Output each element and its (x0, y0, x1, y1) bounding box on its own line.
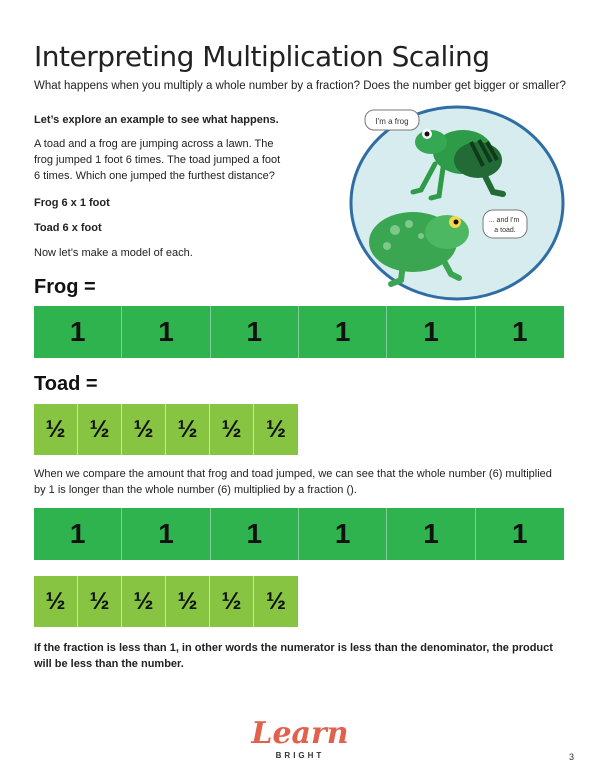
page-number: 3 (568, 752, 574, 762)
half-unit: ½ (166, 404, 210, 455)
compare-whole-bar (34, 508, 564, 560)
whole-unit: 1 (34, 306, 122, 358)
page-title: Interpreting Multiplication Scaling (34, 40, 490, 73)
whole-unit: 1 (299, 508, 387, 560)
whole-unit: 1 (34, 508, 122, 560)
toad-label: Toad = (34, 373, 98, 395)
half-unit: ½ (254, 576, 298, 627)
toad-half-bar (34, 404, 298, 455)
frog-equation: Frog 6 x 1 foot (34, 197, 110, 209)
story-line: frog jumped 1 foot 6 times. The toad jumped a foot (34, 154, 281, 166)
learn-bright-logo (244, 716, 356, 760)
conclusion-paragraph (34, 640, 574, 672)
half-unit: ½ (254, 404, 298, 455)
whole-unit: 1 (211, 508, 299, 560)
half-unit: ½ (34, 576, 78, 627)
half-unit: ½ (122, 404, 166, 455)
frog-whole-bar (34, 306, 564, 358)
half-unit: ½ (78, 404, 122, 455)
compare-half-bar (34, 576, 298, 627)
whole-unit: 1 (122, 508, 210, 560)
whole-unit: 1 (387, 508, 475, 560)
speech-toad-text: ... and I'm a toad. (488, 217, 520, 234)
whole-unit: 1 (387, 306, 475, 358)
logo-main-text: Learn (251, 716, 349, 751)
speech-frog-text: I'm a frog (375, 117, 409, 126)
model-prompt: Now let’s make a model of each. (34, 247, 193, 259)
frog-toad-image (343, 102, 567, 304)
comparison-paragraph (34, 466, 574, 498)
intro-heading: Let’s explore an example to see what happens. (34, 114, 279, 126)
comparison-line: by 1 is longer than the whole number (6) multiplied by a fraction (). (34, 484, 357, 496)
logo-sub-text: BRIGHT (275, 751, 325, 760)
conclusion-line: will be less than the number. (34, 658, 184, 670)
half-unit: ½ (34, 404, 78, 455)
whole-unit: 1 (211, 306, 299, 358)
whole-unit: 1 (476, 508, 564, 560)
whole-unit: 1 (299, 306, 387, 358)
whole-unit: 1 (122, 306, 210, 358)
frog-label: Frog = (34, 276, 96, 298)
comparison-line: When we compare the amount that frog and toad jumped, we can see that the whole number (6) multiplied (34, 468, 552, 480)
story-paragraph (34, 136, 314, 184)
half-unit: ½ (122, 576, 166, 627)
toad-equation: Toad 6 x foot (34, 222, 102, 234)
half-unit: ½ (210, 576, 254, 627)
half-unit: ½ (210, 404, 254, 455)
frog-toad-illustration (343, 102, 567, 304)
conclusion-line: If the fraction is less than 1, in other words the numerator is less than the denominator, the product (34, 642, 553, 654)
whole-unit: 1 (476, 306, 564, 358)
story-line: 6 times. Which one jumped the furthest distance? (34, 170, 275, 182)
half-unit: ½ (78, 576, 122, 627)
half-unit: ½ (166, 576, 210, 627)
story-line: A toad and a frog are jumping across a lawn. The (34, 138, 274, 150)
page-subtitle: What happens when you multiply a whole number by a fraction? Does the number get bigger or smaller? (34, 80, 566, 92)
